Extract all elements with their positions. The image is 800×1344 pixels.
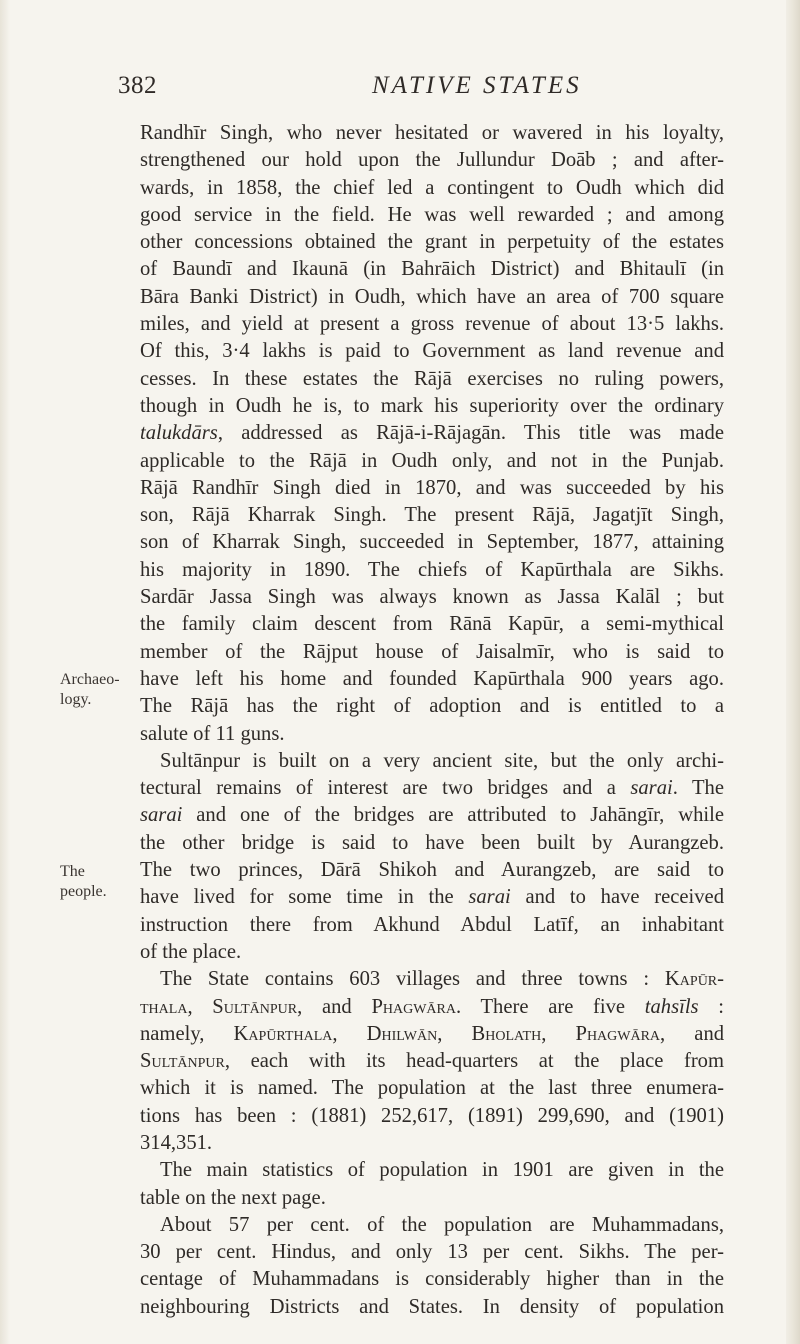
- text-line: cesses. In these estates the Rājā exercises no ruling powers,: [140, 367, 724, 390]
- text-fragment: . The: [672, 777, 724, 800]
- text-line: which it is named. The population at the last three enumera-: [140, 1077, 724, 1100]
- text-fragment: ,: [541, 1022, 576, 1045]
- italic-term: sarai: [468, 886, 511, 909]
- tahsil-name: Kapūrthala: [233, 1022, 333, 1045]
- text-fragment: , addressed as Rājā-i-Rājagān. This title was made: [217, 422, 724, 445]
- text-line: member of the Rājput house of Jaisalmīr, who is said to: [140, 640, 724, 663]
- text-fragment: , and: [297, 995, 372, 1018]
- text-line: [140, 420, 724, 447]
- margin-note-people: [60, 862, 107, 902]
- text-line: The two princes, Dārā Shikoh and Aurangzeb, are said to: [140, 859, 724, 882]
- text-fragment: tectural remains of interest are two bridges and a: [140, 777, 631, 800]
- page-number: 382: [118, 72, 157, 99]
- town-name: thala: [140, 995, 188, 1018]
- town-name: Phagwāra: [371, 995, 456, 1018]
- text-line: [140, 1048, 724, 1075]
- text-line: [140, 802, 724, 829]
- text-line: tions has been : (1881) 252,617, (1891) 299,690, and (1901): [140, 1104, 724, 1127]
- tahsil-name: Phagwāra: [575, 1022, 661, 1045]
- text-line: have left his home and founded Kapūrthala 900 years ago.: [140, 667, 724, 690]
- text-fragment: , each with its head-quarters at the place from: [224, 1050, 724, 1073]
- text-line: Sardār Jassa Singh was always known as Jassa Kalāl ; but: [140, 586, 724, 609]
- text-line: Of this, 3·4 lakhs is paid to Government as land revenue and: [140, 340, 724, 363]
- text-line: good service in the field. He was well rewarded ; and among: [140, 203, 724, 226]
- text-line: instruction there from Akhund Abdul Latīf, an inhabitant: [140, 913, 724, 936]
- text-fragment: ,: [187, 995, 213, 1018]
- text-line: [140, 994, 724, 1021]
- text-line: The Rājā has the right of adoption and is entitled to a: [140, 695, 724, 718]
- text-line: son of Kharrak Singh, succeeded in September, 1877, attaining: [140, 531, 724, 554]
- text-line: centage of Muhammadans is considerably higher than in the: [140, 1268, 724, 1291]
- text-line: [140, 966, 724, 993]
- text-line: Bāra Banki District) in Oudh, which have an area of 700 square: [140, 285, 724, 308]
- tahsil-name: Sultānpur: [140, 1050, 225, 1073]
- text-line: [140, 775, 724, 802]
- page-gutter-shadow: [0, 0, 10, 1344]
- text-fragment: The State contains 603 villages and three towns :: [160, 968, 665, 991]
- text-line: the family claim descent from Rānā Kapūr, a semi-mythical: [140, 613, 724, 636]
- town-name: Sultānpur: [212, 995, 298, 1018]
- text-fragment: :: [698, 995, 725, 1018]
- text-line: 314,351.: [140, 1131, 213, 1154]
- text-fragment: . There are five: [456, 995, 645, 1018]
- text-line: though in Oudh he is, to mark his superiority over the ordinary: [140, 394, 724, 417]
- text-line: his majority in 1890. The chiefs of Kapūrthala are Sikhs.: [140, 558, 724, 581]
- margin-note-line: logy.: [60, 691, 92, 708]
- text-line: wards, in 1858, the chief led a contingent to Oudh which did: [140, 176, 724, 199]
- text-line: [140, 884, 724, 911]
- text-line: son, Rājā Kharrak Singh. The present Rājā, Jagatjīt Singh,: [140, 504, 724, 527]
- text-line: Sultānpur is built on a very ancient site, but the only archi-: [160, 749, 724, 772]
- text-line: Randhīr Singh, who never hesitated or wavered in his loyalty,: [140, 122, 724, 144]
- text-fragment: ,: [332, 1022, 367, 1045]
- text-line: of Baundī and Ikaunā (in Bahrāich District) and Bhitaulī (in: [140, 258, 724, 281]
- text-line: salute of 11 guns.: [140, 722, 285, 745]
- text-fragment: ,: [437, 1022, 472, 1045]
- page-edge: [786, 0, 800, 1344]
- body-text: [140, 120, 724, 1321]
- text-line: the other bridge is said to have been built by Aurangzeb.: [140, 831, 724, 854]
- text-line: of the place.: [140, 940, 242, 963]
- page-header: [118, 72, 726, 108]
- italic-term: sarai: [630, 777, 673, 800]
- text-line: miles, and yield at present a gross revenue of about 13·5 lakhs.: [140, 313, 724, 336]
- text-fragment: namely,: [140, 1022, 234, 1045]
- italic-term: sarai: [140, 804, 183, 827]
- text-line: table on the next page.: [140, 1186, 326, 1209]
- margin-note-line: people.: [60, 883, 107, 900]
- text-line: 30 per cent. Hindus, and only 13 per cent. Sikhs. The per-: [140, 1241, 724, 1264]
- running-head: NATIVE STATES: [372, 72, 582, 99]
- text-fragment: and to have received: [510, 886, 724, 909]
- text-line: About 57 per cent. of the population are Muhammadans,: [160, 1213, 724, 1236]
- tahsil-name: Dhilwān: [366, 1022, 438, 1045]
- text-line: Rājā Randhīr Singh died in 1870, and was succeeded by his: [140, 476, 724, 499]
- text-line: The main statistics of population in 1901 are given in the: [160, 1159, 724, 1182]
- text-line: applicable to the Rājā in Oudh only, and not in the Punjab.: [140, 449, 724, 472]
- italic-term: tahsīls: [644, 995, 699, 1018]
- margin-note-line: Archaeo-: [60, 671, 120, 688]
- text-line: strengthened our hold upon the Jullundur Doāb ; and after-: [140, 149, 724, 172]
- text-fragment: and one of the bridges are attributed to Jahāngīr, while: [182, 804, 724, 827]
- tahsil-name: Bholath: [471, 1022, 542, 1045]
- text-fragment: , and: [660, 1022, 725, 1045]
- text-line: [140, 1021, 724, 1048]
- margin-note-line: The: [60, 863, 85, 880]
- text-line: other concessions obtained the grant in perpetuity of the estates: [140, 231, 724, 254]
- text-fragment: have lived for some time in the: [140, 886, 469, 909]
- text-line: neighbouring Districts and States. In density of population: [140, 1295, 724, 1318]
- italic-term: talukdārs: [140, 422, 218, 445]
- town-name: Kapūr-: [664, 968, 724, 991]
- margin-note-archaeology: [60, 670, 120, 710]
